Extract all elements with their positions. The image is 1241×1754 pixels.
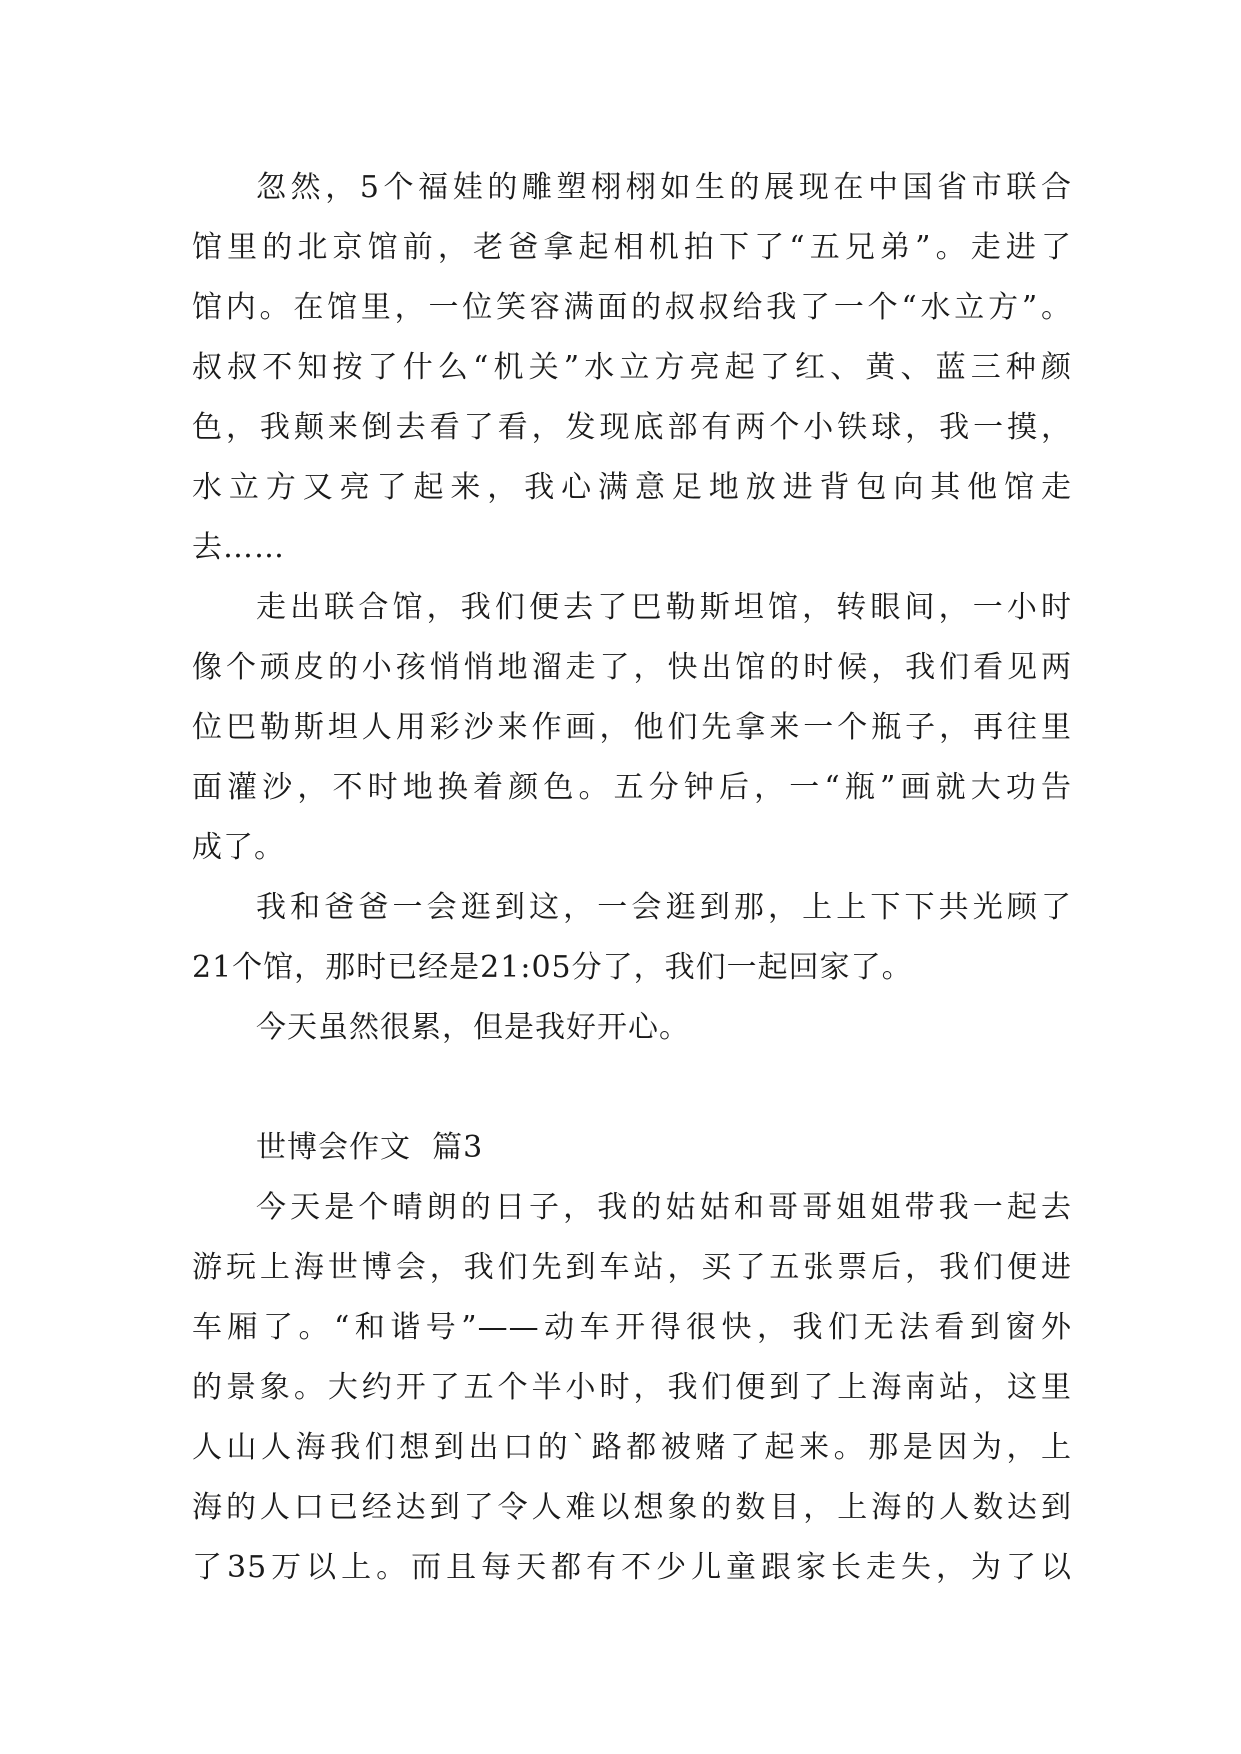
text-line: 去……	[192, 530, 285, 565]
text-line: 游玩上海世博会，我们先到车站，买了五张票后，我们便进	[192, 1250, 1072, 1285]
text-line: 车厢了。“和谐号”——动车开得很快，我们无法看到窗外	[192, 1310, 1072, 1345]
section-title: 世博会作文 篇3	[256, 1130, 484, 1165]
paragraph	[192, 878, 1072, 998]
text-line: 面灌沙，不时地换着颜色。五分钟后，一“瓶”画就大功告	[192, 770, 1072, 805]
text-line: 了35万以上。而且每天都有不少儿童跟家长走失，为了以	[192, 1550, 1072, 1585]
text-line: 的景象。大约开了五个半小时，我们便到了上海南站，这里	[192, 1370, 1072, 1405]
text-line: 今天虽然很累，但是我好开心。	[256, 1010, 690, 1045]
paragraph	[192, 1178, 1072, 1598]
text-line: 忽然，5个福娃的雕塑栩栩如生的展现在中国省市联合	[256, 170, 1072, 205]
section-gap	[192, 1058, 1072, 1118]
text-line: 水立方又亮了起来，我心满意足地放进背包向其他馆走	[192, 470, 1072, 505]
text-line: 像个顽皮的小孩悄悄地溜走了，快出馆的时候，我们看见两	[192, 650, 1072, 685]
paragraph	[192, 998, 1072, 1058]
text-line: 馆内。在馆里，一位笑容满面的叔叔给我了一个“水立方”。	[192, 290, 1072, 325]
text-line: 位巴勒斯坦人用彩沙来作画，他们先拿来一个瓶子，再往里	[192, 710, 1072, 745]
paragraph	[192, 158, 1072, 578]
text-line: 走出联合馆，我们便去了巴勒斯坦馆，转眼间，一小时	[256, 590, 1072, 625]
paragraph	[192, 578, 1072, 878]
text-line: 海的人口已经达到了令人难以想象的数目，上海的人数达到	[192, 1490, 1072, 1525]
text-line: 人山人海我们想到出口的`路都被赌了起来。那是因为，上	[192, 1430, 1072, 1465]
text-line: 成了。	[192, 830, 285, 865]
text-line: 21个馆，那时已经是21:05分了，我们一起回家了。	[192, 950, 913, 985]
text-line: 色，我颠来倒去看了看，发现底部有两个小铁球，我一摸，	[192, 410, 1072, 445]
text-line: 馆里的北京馆前，老爸拿起相机拍下了“五兄弟”。走进了	[192, 230, 1072, 265]
document-page	[192, 158, 1072, 1598]
text-line: 今天是个晴朗的日子，我的姑姑和哥哥姐姐带我一起去	[256, 1190, 1072, 1225]
text-line: 叔叔不知按了什么“机关”水立方亮起了红、黄、蓝三种颜	[192, 350, 1072, 385]
text-line: 我和爸爸一会逛到这，一会逛到那，上上下下共光顾了	[256, 890, 1072, 925]
